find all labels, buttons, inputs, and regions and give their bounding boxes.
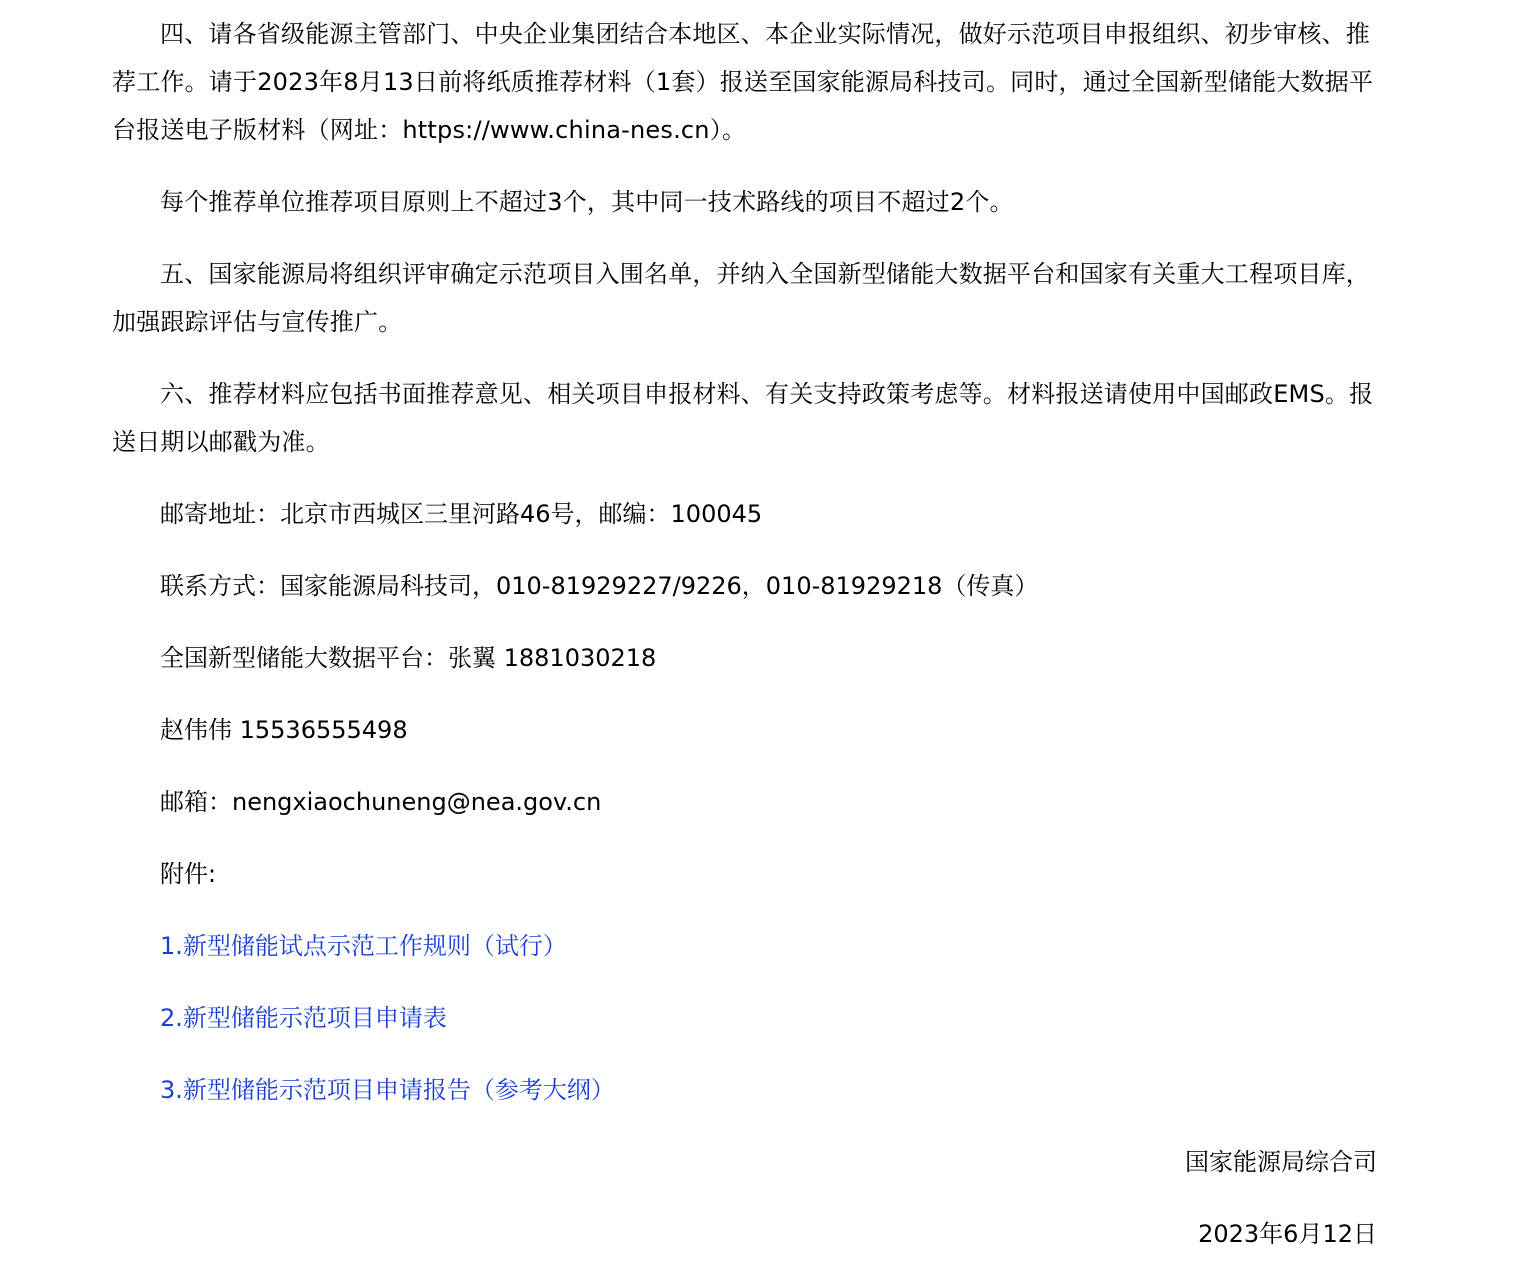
mailing-address: 邮寄地址：北京市西城区三里河路46号，邮编：100045 [160,500,763,528]
attachment-link-1[interactable]: 1.新型储能试点示范工作规则（试行） [160,932,567,960]
contact-email: 邮箱：nengxiaochuneng@nea.gov.cn [160,788,602,816]
attachment-link-3[interactable]: 3.新型储能示范项目申请报告（参考大纲） [160,1076,615,1104]
contact-phone: 联系方式：国家能源局科技司，010-81929227/9226，010-81929218（传真） [160,572,1039,600]
platform-contact: 全国新型储能大数据平台：张翼 1881030218 [160,644,657,672]
paragraph-6: 六、推荐材料应包括书面推荐意见、相关项目申报材料、有关支持政策考虑等。材料报送请使用中国邮政EMS。报送日期以邮戳为准。 [112,380,1374,456]
paragraph-4: 四、请各省级能源主管部门、中央企业集团结合本地区、本企业实际情况，做好示范项目申报组织、初步审核、推荐工作。请于2023年8月13日前将纸质推荐材料（1套）报送至国家能源局科技司。同时，通过全国新型储能大数据平台报送电子版材料（网址：https://www.china-nes.cn）。 [112,20,1374,144]
attachments-heading: 附件: [160,860,217,888]
paragraph-4-limit: 每个推荐单位推荐项目原则上不超过3个，其中同一技术路线的项目不超过2个。 [160,188,1014,216]
paragraph-5: 五、国家能源局将组织评审确定示范项目入围名单，并纳入全国新型储能大数据平台和国家有关重大工程项目库，加强跟踪评估与宣传推广。 [112,260,1370,336]
signature-date: 2023年6月12日 [1198,1220,1377,1248]
attachment-link-2[interactable]: 2.新型储能示范项目申请表 [160,1004,447,1032]
signature-org: 国家能源局综合司 [1185,1148,1377,1176]
second-contact: 赵伟伟 15536555498 [160,716,408,744]
